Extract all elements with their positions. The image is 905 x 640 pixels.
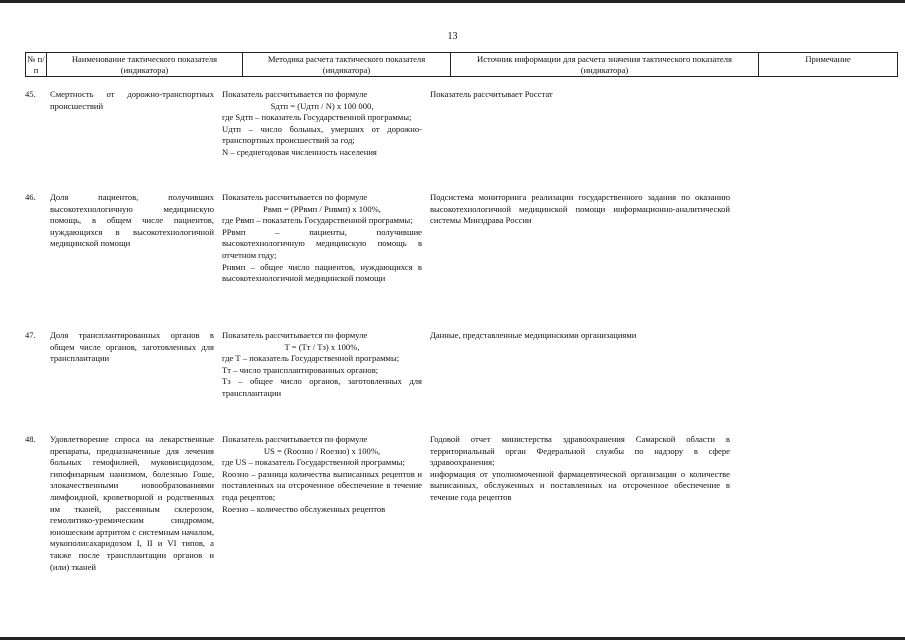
method-definition: PPвмп – пациенты, получившие высокотехнологичную медицинскую помощь в отчетном году; xyxy=(222,226,422,260)
method-definition: N – среднегодовая численность населения xyxy=(222,146,377,157)
row-number: 46. xyxy=(25,192,36,202)
row-number: 45. xyxy=(25,89,36,99)
method-formula: Sдтп = (Uдтп / N) x 100 000, xyxy=(270,100,374,111)
method-intro: Показатель рассчитывается по формуле xyxy=(222,434,368,444)
top-border xyxy=(0,0,905,3)
table-header xyxy=(25,52,898,77)
source-info: Подсистема мониторинга реализации государственного задания по оказанию высокотехнологичной медицинской помощи информационно-аналитической системы Минздрава России xyxy=(430,192,730,226)
method-block xyxy=(222,434,422,515)
method-formula: US = (Rоозно / Rоезно) x 100%, xyxy=(263,445,381,456)
indicator-name: Доля пациентов, получивших высокотехнологичную медицинскую помощь, в общем числе пациентов, нуждающихся в высокотехнологичной медицинской помощи xyxy=(50,192,214,249)
method-intro: Показатель рассчитывается по формуле xyxy=(222,330,368,340)
method-definition: Rоозно – разница количества выписанных рецептов и поставленных на отсроченное обеспечение в течение года рецептов; xyxy=(222,468,422,502)
method-definition: где Sдтп – показатель Государственной программы; xyxy=(222,112,412,123)
method-formula: T = (Tт / Tз) x 100%, xyxy=(284,341,360,352)
indicator-name: Удовлетворение спроса на лекарственные препараты, предназначенные для лечения больных гемофилией, муковисцидозом, гипофизарным нанизмом, болезнью Гоше, злокачественными новообразованиями лимфоидной, кроветворной и родственных им тканей, рассеянным склерозом, гемолитико-уремическим синдромом, юношеским артритом с системным началом, мукополисахаридозом I, II и VI типов, а также после трансплантации органов и (или) тканей xyxy=(50,434,214,572)
method-definition: где Pвмп – показатель Государственной программы; xyxy=(222,215,413,226)
method-intro: Показатель рассчитывается по формуле xyxy=(222,192,368,202)
source-info: Показатель рассчитывает Росстат xyxy=(430,89,553,99)
method-block xyxy=(222,330,422,400)
method-formula: Pвмп = (PPвмп / Pнвмп) x 100%, xyxy=(263,203,381,214)
method-definition: Тз – общее число органов, заготовленных для трансплантации xyxy=(222,376,422,398)
method-intro: Показатель рассчитывается по формуле xyxy=(222,89,368,99)
row-number: 47. xyxy=(25,330,36,340)
method-block xyxy=(222,89,422,159)
method-definition: Uдтп – число больных, умерших от дорожно-транспортных происшествий за год; xyxy=(222,123,422,146)
method-definition: Rоезно – количество обслуженных рецептов xyxy=(222,503,386,514)
header-note: Примечание xyxy=(758,53,898,76)
header-method: Методика расчета тактического показателя (индикатора) xyxy=(242,53,450,76)
source-info: Годовой отчет министерства здравоохранения Самарской области в территориальный орган Федеральной службы по надзору в сфере здравоохранения; информация от уполномоченной фармацевтической организации о количестве выписанных, обслуженных и поставленных на отсроченное обеспечение в течение года рецептов xyxy=(430,434,730,502)
source-info: Данные, представленные медицинскими организациями xyxy=(430,330,637,340)
method-definition: Тт – число трансплантированных органов; xyxy=(222,364,379,375)
header-name: Наименование тактического показателя (индикатора) xyxy=(46,53,242,76)
header-source: Источник информации для расчета значения тактического показателя (индикатора) xyxy=(450,53,758,76)
indicator-name: Смертность от дорожно-транспортных происшествий xyxy=(50,89,214,111)
method-definition: Pнвмп – общее число пациентов, нуждающихся в высокотехнологичной медицинской помощи xyxy=(222,261,422,284)
method-block xyxy=(222,192,422,285)
method-definition: где US – показатель Государственной программы; xyxy=(222,457,405,468)
method-definition: где Т – показатель Государственной программы; xyxy=(222,353,400,364)
row-number: 48. xyxy=(25,434,36,444)
page-number: 13 xyxy=(447,31,458,42)
indicator-name: Доля трансплантированных органов в общем числе органов, заготовленных для трансплантации xyxy=(50,330,214,364)
header-num: № п/п xyxy=(25,53,46,76)
